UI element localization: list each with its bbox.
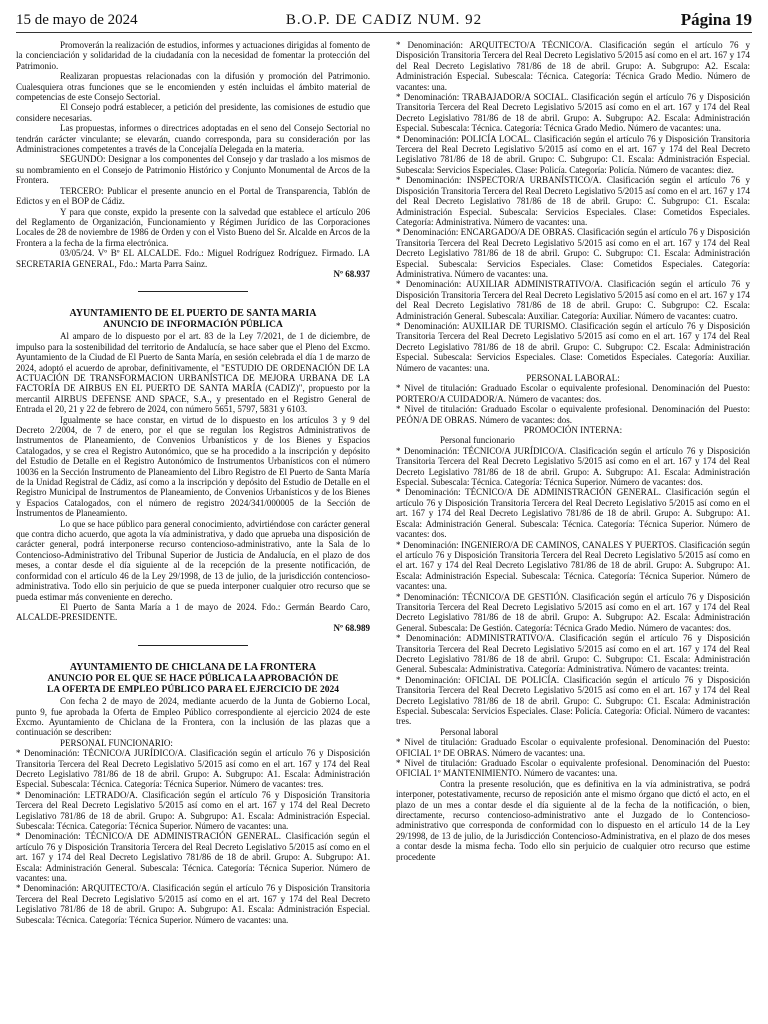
paragraph: SEGUNDO: Designar a los componentes del Consejo y dar traslado a los mismos de su nombramiento en el Consejo de Patrimonio Histórico y Conjunto Monumental de Arcos de la Frontera. bbox=[16, 154, 370, 186]
list-item: * Denominación: AUXILIAR ADMINISTRATIVO/A. Clasificación según el artículo 76 y Disposición Transitoria Tercera del Real Decreto Legislativo 5/2015 así como en el art. 167 y 174 del Real Decreto Legislativo 781/86 de 18 de abril. Grupo: C. Subgrupo: C2. Escala: Administración General. Subescala: Auxiliar. Categoría: Auxiliar. Número de vacantes: cuatro. bbox=[396, 279, 750, 321]
list-item: * Denominación: TÉCNICO/A JURÍDICO/A. Clasificación según el artículo 76 y Disposición Transitoria Tercera del Real Decreto Legislativo 5/2015 así como en el art. 167 y 174 del Real Decreto Legislativo 781/86 de 18 de abril. Grupo: A. Subgrupo: A1. Escala: Administración Especial. Subescala: Técnica. Categoría: Técnica Superior. Número de vacantes: dos. bbox=[396, 445, 750, 488]
paragraph: Lo que se hace público para general conocimiento, advirtiéndose con carácter general que contra dicho acuerdo, que agota la vía administrativa, y dado que aprueba una disposición de carácter general, podrá interponerse recurso contencioso-administrativo, ante la Sala de lo Contencioso-Administrativo del Tribunal Superior de Justicia de Andalucía, en el plazo de dos meses, a contar desde el día siguiente al de la recepción de la presente notificación, de conformidad con el artículo 46 de la Ley 29/1998, de 13 de julio, de la jurisdicción contencioso-administrativa. Todo ello sin perjuicio de que se pueda interponer cualquier otro recurso que se pueda estimar más conveniente en derecho. bbox=[16, 518, 370, 602]
section-heading: PERSONAL LABORAL: bbox=[526, 373, 620, 383]
header-date: 15 de mayo de 2024 bbox=[16, 12, 138, 28]
list-item: * Nivel de titulación: Graduado Escolar o equivalente profesional. Denominación del Puesto: OFICIAL 1º MANTENIMIENTO. Número de vacantes: una. bbox=[396, 758, 750, 779]
list-item: * Nivel de titulación: Graduado Escolar o equivalente profesional. Denominación del Puesto: PEÓN/A DE OBRAS. Número de vacantes: dos. bbox=[396, 404, 750, 425]
separator-rule bbox=[138, 645, 248, 646]
list-item: * Denominación: TÉCNICO/A DE GESTIÓN. Clasificación según el artículo 76 y Disposición Transitoria Tercera del Real Decreto Legislativo 5/2015 así como en el art. 167 y 174 del Real Decreto Legislativo 781/86 de 18 de abril. Grupo: A. Subgrupo: A2. Escala: Administración General. Subescala: De Gestión. Categoría: Técnica Grado Medio. Número de vacantes: dos. bbox=[396, 591, 750, 633]
list-item: * Denominación: TRABAJADOR/A SOCIAL. Clasificación según el artículo 76 y Disposición Transitoria Tercera del Real Decreto Legislativo 5/2015 así como en el art. 167 y 174 del Real Decreto Legislativo 781/86 de 18 de abril. Grupo: A. Subgrupo: A2. Escala: Administración Especial. Subescala: Técnica. Categoría: Técnica Grado Medio. Número de vacantes: una. bbox=[396, 92, 750, 134]
list-item: * Denominación: POLICÍA LOCAL. Clasificación según el artículo 76 y Disposición Transitoria Tercera del Real Decreto Legislativo 5/2015 así como en el art. 167 y 174 del Real Decreto Legislativo 781/86 de 18 de abril. Grupo: C. Subgrupo: C1. Escala: Administración Especial. Subescala: Servicios Especiales. Clase: Policía. Categoría: Policía. Número de vacantes: diez. bbox=[396, 133, 750, 175]
list-item: * Nivel de titulación: Graduado Escolar o equivalente profesional. Denominación del Puesto: OFICIAL 1º DE OBRAS. Número de vacantes: una. bbox=[396, 737, 750, 758]
paragraph: Con fecha 2 de mayo de 2024, mediante acuerdo de la Junta de Gobierno Local, punto 9, fue aprobada la Oferta de Empleo Público correspondiente al ejercicio 2024 de este Excmo. Ayuntamiento de Chiclana de la Frontera, con la inclusión de las plazas que a continuación se describen: bbox=[16, 696, 370, 738]
header-page-number: Página 19 bbox=[680, 10, 752, 29]
page-header bbox=[16, 10, 752, 33]
list-item: * Denominación: LETRADO/A. Clasificación según el artículo 76 y Disposición Transitoria Tercera del Real Decreto Legislativo 5/2015 así como en el art. 167 y 174 del Real Decreto Legislativo 781/86 de 18 de abril. Grupo: A. Subgrupo: A1. Escala: Administración Especial. Subescala: Técnica. Categoría: Técnica Superior. Número de vacantes: una. bbox=[16, 789, 370, 831]
announcement-subtitle: ANUNCIO POR EL QUE SE HACE PÚBLICA LA APROBACIÓN DE bbox=[47, 674, 339, 685]
subsection-heading: Personal funcionario bbox=[440, 435, 515, 446]
list-item: * Denominación: ARQUITECTO/A TÉCNICO/A. Clasificación según el artículo 76 y Disposición Transitoria Tercera del Real Decreto Legislativo 5/2015 así como en el art. 167 y 174 del Real Decreto Legislativo 781/86 de 18 de abril. Grupo: A. Subgrupo: A2. Escala: Administración Especial. Subescala: Técnica. Categoría: Técnica Grado Medio. Número de vacantes: una. bbox=[396, 40, 750, 92]
list-item: * Denominación: ADMINISTRATIVO/A. Clasificación según el artículo 76 y Disposición Transitoria Tercera del Real Decreto Legislativo 5/2015 así como en el art. 167 y 174 del Real Decreto Legislativo 781/86 de 18 de abril. Grupo: C. Subgrupo: C1. Escala: Administración General. Subescala: Administrativa. Categoría: Administrativa. Número de vacantes: treinta. bbox=[396, 633, 750, 675]
paragraph: Las propuestas, informes o directrices adoptadas en el seno del Consejo Sectorial no tendrán carácter vinculante; se elevarán, cuando corresponda, para su consideración por las Administraciones competentes a través de la Concejalía Delegada en la materia. bbox=[16, 123, 370, 155]
list-item: * Denominación: OFICIAL DE POLICÍA. Clasificación según el artículo 76 y Disposición Transitoria Tercera del Real Decreto Legislativo 5/2015 así como en el art. 167 y 174 del Real Decreto Legislativo 781/86 de 18 de abril. Grupo: C. Subgrupo: C1. Escala: Administración Especial. Subescala: Servicios Especiales. Clase: Policía. Categoría: Oficial. Número de vacantes: tres. bbox=[396, 674, 750, 727]
list-item: * Denominación: ARQUITECTO/A. Clasificación según el artículo 76 y Disposición Transitoria Tercera del Real Decreto Legislativo 5/2015 así como en el art. 167 y 174 del Real Decreto Legislativo 781/86 de 18 de abril. Grupo: A. Subgrupo: A1. Escala: Administración Especial. Subescala: Técnica. Categoría: Técnica Superior. Número de vacantes: una. bbox=[16, 883, 370, 925]
entity-heading: AYUNTAMIENTO DE CHICLANA DE LA FRONTERA bbox=[69, 662, 317, 674]
subsection-heading: Personal laboral bbox=[440, 726, 499, 737]
section-heading: PROMOCIÓN INTERNA: bbox=[523, 425, 623, 436]
paragraph: Realizaran propuestas relacionadas con la difusión y promoción del Patrimonio. Cualesquiera otras funciones que se le encomienden y estén incluidas el ámbito material de competencias de este Consejo Sectorial. bbox=[16, 71, 370, 103]
paragraph: Igualmente se hace constar, en virtud de lo dispuesto en los artículos 3 y 9 del Decreto 2/2004, de 7 de enero, por el que se regulan los Registros Administrativos de Instrumentos de Planeamiento, de Convenios Urbanísticos y de los Bienes y Espacios Catalogados, y se crea el Registro Autonómico, que se ha procedido a la inscripción y depósito del Estudio de Detalle en el Registro Autonómico de Instrumentos Urbanísticos con el número 10036 en la Sección Instrumento de Planeamiento del Libro Registro de El Puerto de Santa María de la Unidad Registral de Cádiz, así como a la inscripción y depósito del Estudio de Detalle en el Registro Municipal de Instrumentos de Planeamiento, de Convenios Urbanísticos y de los Bienes y Espacios Catalogados, con el número de registro 2024/341/000005 de la Sección de Instrumentos de Planeamiento. bbox=[16, 414, 370, 519]
separator-rule bbox=[138, 291, 248, 292]
paragraph: Contra la presente resolución, que es definitiva en la vía administrativa, se podrá interponer, potestativamente, recurso de reposición ante el mismo órgano que dictó el acto, en el plazo de un mes a contar desde el día siguiente al de la fecha de la notificación, o bien, directamente, recurso contencioso-administrativo ante el Juzgado de lo Contencioso-administrativo que corresponda de conformidad con lo dispuesto en el artículo 14 de la Ley 29/1998, de 13 de julio, de la Jurisdicción Contencioso-Administrativa, en el plazo de dos meses a contar desde la misma fecha. Todo ello sin perjuicio de cualquier otro recurso que estime procedente bbox=[396, 778, 750, 862]
section-heading: PERSONAL FUNCIONARIO: bbox=[60, 737, 173, 748]
left-column bbox=[16, 40, 370, 1024]
announcement-number: Nº 68.989 bbox=[333, 622, 370, 633]
header-title: B.O.P. DE CADIZ NUM. 92 bbox=[285, 12, 483, 28]
list-item: * Denominación: TÉCNICO/A DE ADMINISTRACIÓN GENERAL. Clasificación según el artículo 76 y Disposición Transitoria Tercera del Real Decreto Legislativo 5/2015 así como en el art. 167 y 174 del Real Decreto Legislativo 781/86 de 18 de abril. Grupo: A. Subgrupo: A1. Escala: Administración General. Subescala: Técnica. Categoría: Técnica Superior. Número de vacantes: dos. bbox=[396, 487, 750, 540]
list-item: * Denominación: INSPECTOR/A URBANÍSTICO/A. Clasificación según el artículo 76 y Disposición Transitoria Tercera del Real Decreto Legislativo 5/2015 así como en el art. 167 y 174 del Real Decreto Legislativo 781/86 de 18 de abril. Grupo: C. Subgrupo: C1. Escala: Administración Especial. Subescala: Servicios Especiales. Clase: Cometidos Especiales. Categoría: Administrativa. Número de vacantes: una. bbox=[396, 175, 750, 227]
list-item: * Denominación: AUXILIAR DE TURISMO. Clasificación según el artículo 76 y Disposición Transitoria Tercera del Real Decreto Legislativo 5/2015 así como en el art. 167 y 174 del Real Decreto Legislativo 781/86 de 18 de abril. Grupo: C. Subgrupo: C2. Escala: Administración Especial. Subescala: Servicios Especiales. Clase: Cometidos Especiales. Categoría: Auxiliar. Número de vacantes: una. bbox=[396, 320, 750, 373]
list-item: * Denominación: ENCARGADO/A DE OBRAS. Clasificación según el artículo 76 y Disposición Transitoria Tercera del Real Decreto Legislativo 5/2015 así como en el art. 167 y 174 del Real Decreto Legislativo 781/86 de 18 de abril. Grupo: C. Subgrupo: C1. Escala: Administración Especial. Subescala: Servicios Especiales. Clase: Cometidos Especiales. Categoría: Administrativa. Número de vacantes: una. bbox=[396, 227, 750, 279]
paragraph: TERCERO: Publicar el presente anuncio en el Portal de Transparencia, Tablón de Edictos y en el BOP de Cádiz. bbox=[16, 185, 370, 207]
paragraph: Y para que conste, expido la presente con la salvedad que establece el artículo 206 del Reglamento de Organización, Funcionamiento y Régimen Jurídico de las Corporaciones Locales de 28 de noviembre de 1986 de Orden y con el Visto Bueno del Sr. Alcalde en Arcos de la Frontera a la fecha de la firma electrónica. bbox=[16, 206, 370, 248]
announcement-number: Nº 68.937 bbox=[333, 268, 370, 279]
entity-heading: AYUNTAMIENTO DE EL PUERTO DE SANTA MARIA bbox=[69, 308, 317, 320]
list-item: * Denominación: TÉCNICO/A DE ADMINISTRACIÓN GENERAL. Clasificación según el artículo 76 y Disposición Transitoria Tercera del Real Decreto Legislativo 5/2015 así como en el art. 167 y 174 del Real Decreto Legislativo 781/86 de 18 de abril. Grupo: A. Subgrupo: A1. Escala: Administración General. Subescala: Técnica. Categoría: Técnica Superior. Número de vacantes: una. bbox=[16, 831, 370, 884]
signature-line: El Puerto de Santa María a 1 de mayo de 2024. Fdo.: Germán Beardo Caro, ALCALDE-PRESIDENTE. bbox=[16, 601, 370, 623]
list-item: * Nivel de titulación: Graduado Escolar o equivalente profesional. Denominación del Puesto: PORTERO/A CUIDADOR/A. Número de vacantes: dos. bbox=[396, 383, 750, 404]
paragraph: Al amparo de lo dispuesto por el art. 83 de la Ley 7/2021, de 1 de diciembre, de impulso para la sostenibilidad del territorio de Andalucía, se hace saber que el Pleno del Excmo. Ayuntamiento de la Ciudad de El Puerto de Santa María, en sesión celebrada el día 1 de marzo de 2024, adoptó el acuerdo de aprobar, definitivamente, el "ESTUDIO DE ORDENACIÓN DE LA ACTUACIÓN DE TRANSFORMACION URBANÍSTICA DE MEJORA URBANA DE LA FACTORÍA DE AIRBUS EN EL PUERTO DE SANTA MARÍA (CADIZ)", propuesto por la mercantil AIRBUS DEFENSE AND SPACE, S.A., y presentado en el Registro General de Entrada el 20, 21 y 22 de febrero de 2024, con número 5651, 5797, 5831 y 6103. bbox=[16, 331, 370, 415]
paragraph: El Consejo podrá establecer, a petición del presidente, las comisiones de estudio que considere necesarias. bbox=[16, 102, 370, 123]
list-item: * Denominación: TÉCNICO/A JURÍDICO/A. Clasificación según el artículo 76 y Disposición Transitoria Tercera del Real Decreto Legislativo 5/2015 así como en el art. 167 y 174 del Real Decreto Legislativo 781/86 de 18 de abril. Grupo: A. Subgrupo: A1. Escala: Administración Especial. Subescala: Técnica. Categoría: Técnica Superior. Número de vacantes: tres. bbox=[16, 748, 370, 790]
announcement-subtitle: LA OFERTA DE EMPLEO PÚBLICO PARA EL EJERCICIO DE 2024 bbox=[46, 685, 339, 696]
list-item: * Denominación: INGENIERO/A DE CAMINOS, CANALES Y PUERTOS. Clasificación según el artículo 76 y Disposición Transitoria Tercera del Real Decreto Legislativo 5/2015 así como en el art. 167 y 174 del Real Decreto Legislativo 781/86 de 18 de abril. Grupo: A. Subgrupo: A1. Escala: Administración Especial. Subescala: Técnica. Categoría: Técnica Superior. Número de vacantes: una. bbox=[396, 539, 750, 592]
signature-line: 03/05/24. Vº Bº EL ALCALDE. Fdo.: Miguel Rodríguez Rodríguez. Firmado. LA SECRETARIA GENERAL, Fdo.: Marta Parra Sainz. bbox=[16, 248, 370, 269]
paragraph: Promoverán la realización de estudios, informes y actuaciones dirigidas al fomento de la concienciación y solidaridad de la ciudadanía con la necesidad de fomentar la protección del Patrimonio. bbox=[16, 40, 370, 71]
right-column bbox=[396, 40, 750, 1024]
announcement-subtitle: ANUNCIO DE INFORMACIÓN PÚBLICA bbox=[103, 320, 283, 331]
